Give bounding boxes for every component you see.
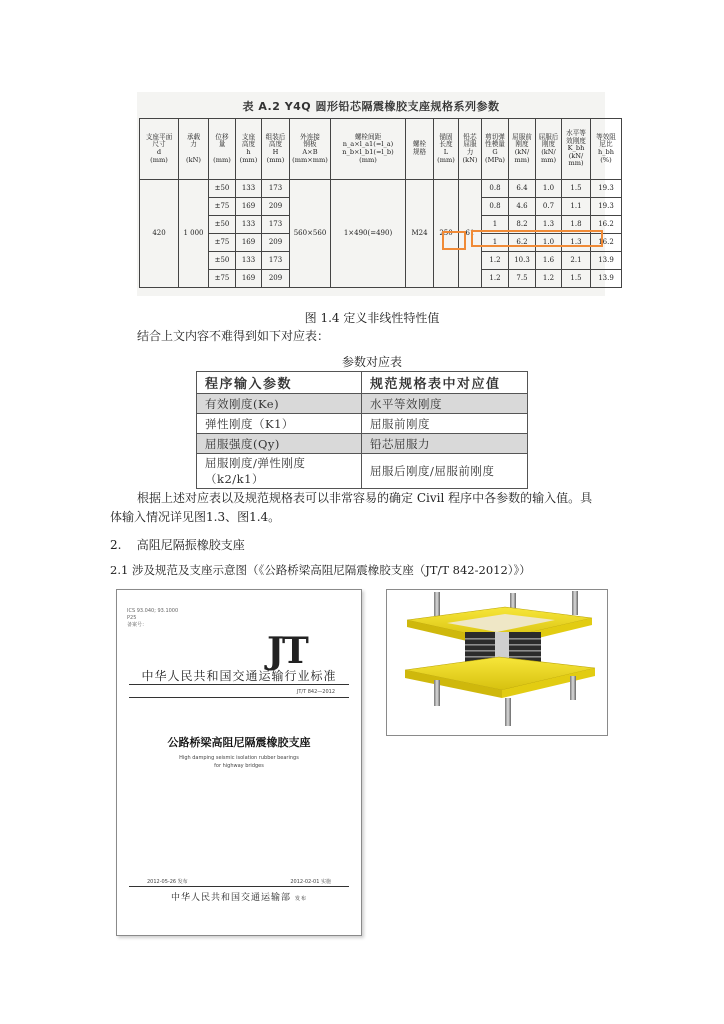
spec-table-cell: 1.0 [536,180,562,198]
spec-table-cell: 1 [482,234,509,252]
corr-table-title: 参数对应表 [341,355,402,369]
cover-org: 中华人民共和国交通运输行业标准 [141,669,337,683]
spec-table-cell: 133 [236,216,262,234]
spec-header-cell: 水平等 效刚度 K_bh (kN/ mm) [562,119,591,180]
spec-table-cell: 133 [236,180,262,198]
spec-table-cell: 173 [262,180,290,198]
spec-table-cell: ±50 [209,180,236,198]
sub-heading: 2.1 涉及规范及支座示意图（《公路桥梁高阻尼隔震橡胶支座（JT/T 842-2012）》） [110,563,531,577]
highlight-lead-yield-box [442,231,466,250]
corr-cell-left: 屈服强度(Qy) [197,434,362,454]
cover-ics: ICS 93.040; 93.1000 [127,608,179,614]
spec-header-cell: 承载 力 (kN) [179,119,209,180]
spec-table-cell: 169 [236,198,262,216]
spec-table-cell: 420 [140,180,179,288]
corr-table-row [197,414,528,434]
standard-cover-image [116,589,362,936]
spec-table-cell: ±75 [209,234,236,252]
spec-table-cell: 209 [262,270,290,288]
spec-table-cell: 173 [262,252,290,270]
spec-table-row [140,180,622,198]
cover-rule-mid [129,697,349,698]
corr-table-header-row [197,372,528,394]
spec-table-cell: 1 [482,216,509,234]
spec-table-cell: 169 [236,234,262,252]
spec-table-cell: 0.8 [482,198,509,216]
spec-table-cell: ±75 [209,198,236,216]
cover-issue-date: 2012-05-26 发布 [147,879,188,885]
spec-table-cell: 1.2 [482,252,509,270]
spec-header-cell: 屈服后 刚度 (kN/ mm) [536,119,562,180]
spec-table-cell: 250 [434,180,459,288]
spec-header-cell: 支座平面 尺寸 d (mm) [140,119,179,180]
spec-table-cell: 1.2 [536,270,562,288]
cover-impl-date: 2012-02-01 实施 [290,879,331,885]
intro-line: 结合上文内容不难得到如下对应表： [137,329,330,343]
figure-caption: 图 1.4 定义非线性特性值 [304,311,440,325]
spec-table-cell: ±50 [209,216,236,234]
spec-table-cell: 10.3 [509,252,536,270]
spec-table-cell: 169 [236,270,262,288]
spec-table-header-row [140,119,622,180]
cover-english-2: for highway bridges [214,763,264,769]
spec-table-cell: 1.0 [536,234,562,252]
jt-logo: JT [267,630,307,672]
spec-table-cell: M24 [406,180,434,288]
corr-cell-right: 铅芯屈服力 [362,434,528,454]
spec-table-cell: 8.2 [509,216,536,234]
spec-header-cell: 螺栓 规格 [406,119,434,180]
spec-table-cell: 1.3 [536,216,562,234]
spec-header-cell: 屈服前 刚度 (kN/ mm) [509,119,536,180]
cover-code: JT/T 842—2012 [296,689,335,695]
spec-table-cell: 1.6 [536,252,562,270]
paragraph-line-1: 根据上述对应表以及规范规格表可以非常容易的确定 Civil 程序中各参数的输入值。具 [137,491,593,505]
spec-header-cell: 铅芯 屈服 力 (kN) [459,119,482,180]
spec-table [139,118,622,288]
spec-header-cell: 螺栓间距 n_a×l_a1(=l_a) n_b×l_b1(=l_b) (mm) [331,119,406,180]
corr-cell-left: 弹性刚度（K1） [197,414,362,434]
corr-header-left: 程序输入参数 [197,372,362,394]
spec-table-cell: 6.2 [509,234,536,252]
cover-title: 公路桥梁高阻尼隔震橡胶支座 [167,736,311,749]
spec-table-cell: 2.1 [562,252,591,270]
bearing-illustration [387,590,607,735]
cover-rule-bottom [129,886,349,887]
spec-table-cell: 1.5 [562,270,591,288]
section-heading: 2. 高阻尼隔振橡胶支座 [110,538,245,552]
spec-table-cell: 209 [262,198,290,216]
corr-cell-left: 屈服刚度/弹性刚度 （k2/k1） [197,454,362,489]
corr-cell-right: 水平等效刚度 [362,394,528,414]
corr-table-row [197,434,528,454]
spec-table-cell: 16.2 [591,216,622,234]
spec-table-cell: 61 [459,180,482,288]
spec-header-cell: 外连接 钢板 A×B (mm×mm) [290,119,331,180]
spec-table-cell: 1×490(=490) [331,180,406,288]
spec-header-cell: 剪切弹 性模量 G (MPa) [482,119,509,180]
spec-table-cell: 19.3 [591,198,622,216]
corr-cell-left: 有效刚度(Ke) [197,394,362,414]
spec-table-cell: 16.2 [591,234,622,252]
spec-table-cell: 4.6 [509,198,536,216]
corr-table-row [197,454,528,489]
spec-header-cell: 位移 量 (mm) [209,119,236,180]
paragraph-line-2: 体输入情况详见图1.3、图1.4。 [110,510,281,524]
corr-table-row [197,394,528,414]
spec-table-cell: 1.2 [482,270,509,288]
spec-table-cell: 19.3 [591,180,622,198]
spec-table-cell: 13.9 [591,270,622,288]
spec-table-cell: 0.7 [536,198,562,216]
spec-table-cell: 1.5 [562,180,591,198]
cover-english-1: High damping seismic isolation rubber bearings [179,755,299,761]
spec-table-title: 表 A.2 Y4Q 圆形铅芯隔震橡胶支座规格系列参数 [242,100,500,113]
corr-header-right: 规范规格表中对应值 [362,372,528,394]
spec-header-cell: 组装后 高度 H (mm) [262,119,290,180]
cover-class: P25 [127,615,137,621]
highlight-row-box [471,230,603,247]
spec-table-cell: ±50 [209,252,236,270]
spec-table-cell: 209 [262,234,290,252]
spec-table-cell: 1.8 [562,216,591,234]
spec-table-cell: 0.8 [482,180,509,198]
corr-cell-right: 屈服前刚度 [362,414,528,434]
spec-table-cell: 13.9 [591,252,622,270]
spec-table-cell: 1.3 [562,234,591,252]
spec-table-figure [137,92,616,296]
spec-table-cell: ±75 [209,270,236,288]
spec-header-cell: 等效阻 尼比 h_bh (%) [591,119,622,180]
spec-header-cell: 支座 高度 h (mm) [236,119,262,180]
spec-table-cell: 133 [236,252,262,270]
cover-record: 备案号： [127,622,148,628]
cover-publisher: 中华人民共和国交通运输部 发布 [170,893,308,903]
corr-cell-right: 屈服后刚度/屈服前刚度 [362,454,528,489]
spec-table-cell: 1 000 [179,180,209,288]
bearing-photo [386,589,608,736]
spec-table-cell: 1.1 [562,198,591,216]
spec-header-cell: 锚固 长度 L (mm) [434,119,459,180]
parameter-correspondence-table [196,371,528,489]
spec-table-cell: 7.5 [509,270,536,288]
cover-rule-top [129,684,349,685]
spec-table-cell: 173 [262,216,290,234]
spec-table-cell: 560×560 [290,180,331,288]
spec-table-cell: 6.4 [509,180,536,198]
